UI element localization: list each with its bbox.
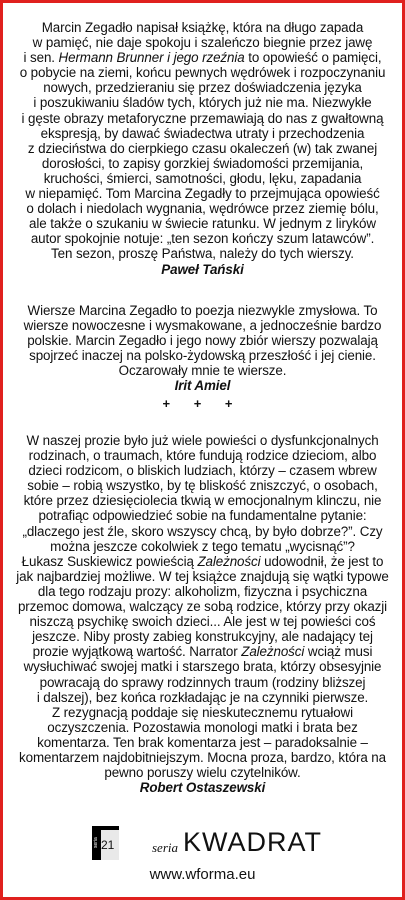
signature-ostaszewski: Robert Ostaszewski — [139, 780, 266, 796]
blurb-line: W naszej prozie było już wiele powieści o dysfunkcjonalnych — [26, 433, 379, 448]
blurb-line: „dlaczego jest źle, skoro wszyscy chcą, by było dobrze?”. Czy — [22, 523, 383, 539]
blurb-line: jeszcze. Niby prosty zabieg konstrukcyjny, ale nadający tej — [32, 629, 373, 645]
blurb-line: i poszukiwaniu śladów tych, których już nie ma. Niezwykłe — [33, 95, 372, 111]
blurb-line — [8, 554, 397, 569]
blurb-line: niszczą psychikę swoich dzieci... Ale jest w tej powieści coś — [29, 614, 376, 630]
blurb-line: dla tego rodzaju prozy: alkoholizm, fizyczna i psychiczna — [37, 583, 368, 599]
blurb-line: potrafiąc odpowiedzieć sobie na fundamentalne pytanie: — [38, 508, 367, 524]
blurb-line: dzieci rodzicom, o bliskich ludziach, którzy – czasem wbrew — [28, 463, 377, 479]
blurb-line: Marcin Zegadło napisał książkę, która na długo zapada — [41, 20, 364, 35]
blurb-line: pewno poruszy wielu czytelników. — [104, 765, 301, 781]
blurb-line: i dalszej), bez końca rozkładając je na czynniki pierwsze. — [36, 689, 369, 705]
blurb-line: jak najbardziej możliwe. W tej książce znajdują się wątki typowe — [16, 568, 389, 584]
blurb-line: dorosłości, to zapisy gorzkiej świadomości przemijania, — [41, 155, 364, 171]
blurb-line-part: i sen. — [23, 50, 59, 66]
publisher-website[interactable]: www.wforma.eu — [149, 866, 256, 883]
blurb-line: powracają do sprawy rodzinnych traum (rodziny bliższej — [39, 674, 366, 690]
blurb-line: z dzieciństwa do cierpkiego czasu okaleczeń (w) tak zwanej — [27, 140, 378, 156]
series-brand-name: KWADRAT — [183, 827, 322, 857]
blurb-line: komentarza. Ten brak komentarza jest – paradoksalnie – — [37, 734, 368, 750]
signature-amiel: Irit Amiel — [174, 378, 231, 394]
blurb-ostaszewski — [8, 433, 397, 795]
series-vertical-label: seria — [93, 837, 99, 849]
book-title: Hermann Brunner i jego rzeźnia — [58, 50, 245, 66]
blurb-line: wysłuchiwać swojej matki i starszego brata, którzy obsesyjnie — [23, 659, 382, 675]
series-number: 21 — [101, 830, 119, 860]
blurb-line: wiersze nowoczesne i wysmakowane, a jednocześnie bardzo — [23, 318, 382, 334]
blurb-line: spojrzeć inaczej na polsko-żydowską przeszłość i jej cienie. — [29, 348, 376, 364]
blurb-line-part: wciąż musi — [304, 644, 373, 660]
blurb-line-part: Łukasz Suskiewicz powieścią — [21, 553, 198, 569]
blurb-line: kruchości, śmierci, samotności, głodu, lęku, zapadania — [43, 170, 362, 186]
blurb-line: ale także o szukaniu w świecie ratunku. W jednym z liryków — [29, 216, 376, 232]
blurb-line — [8, 50, 397, 65]
series-label: seria — [152, 840, 178, 855]
blurb-line: przemoc domowa, walczący ze sobą rodzice, którzy przy okazji — [17, 599, 388, 615]
blurb-line-part: to opowieść o pamięci, — [244, 50, 382, 66]
blurb-line: o pobycie na ziemi, końcu pewnych wędrówek i rozpoczynaniu — [19, 65, 386, 81]
series-number-badge — [92, 826, 119, 860]
blurb-line — [8, 644, 397, 659]
blurb-line: rodzinach, o traumach, które fundują rodzice dzieciom, albo — [28, 448, 377, 464]
blurb-line: w pamięć, nie daje spokoju i szaleńczo biegnie przez jawę — [32, 35, 373, 51]
blurb-line: sobie – robią wszystko, by tę bliskość zniszczyć, o osobach, — [27, 478, 378, 494]
section-separator: + + + — [162, 396, 243, 411]
blurb-line: które przez dziesięciolecia tkwią w emocjonalnym klinczu, nie — [23, 493, 382, 509]
blurb-line: można jeszcze cokolwiek z tego tematu „wycisnąć”? — [50, 538, 355, 554]
book-title: Zależności — [197, 553, 261, 569]
blurb-tanski — [8, 20, 397, 277]
blurb-line-part: udowodnił, że jest to — [260, 553, 384, 569]
blurb-line: polskie. Marcin Zegadło i jego nowy zbiór wierszy pozwalają — [27, 333, 378, 349]
blurb-line: Oczarowały mnie te wiersze. — [118, 363, 287, 379]
blurb-line: ekspresją, by dawać świadectwa utraty i przechodzenia — [40, 125, 365, 141]
book-title: Zależności — [241, 644, 305, 660]
blurb-amiel — [8, 303, 397, 394]
blurb-line: i gęste obrazy metaforyczne przemawiają do nas z gwałtowną — [21, 110, 384, 126]
blurb-line: komentarzem najdobitniejszym. Mocna proza, bardzo, która na — [19, 749, 386, 765]
signature-tanski: Paweł Tański — [161, 261, 244, 277]
blurb-line-part: prozie wyjątkową wartość. Narrator — [32, 644, 242, 660]
blurb-line: Z rezygnacją poddaje się nieskutecznemu rytuałowi — [51, 704, 353, 720]
blurb-line: oczyszczenia. Pozostawia monologi matki i brata bez — [47, 719, 358, 735]
blurb-line: Ten sezon, proszę Państwa, należy do tych wierszy. — [51, 246, 354, 262]
series-logo — [0, 826, 405, 860]
blurb-line: nowych, przedzieraniu się przez doświadczenia języka — [43, 80, 362, 96]
blurb-line: autor spokojnie notuje: „ten sezon kończy szum latawców”. — [30, 231, 375, 247]
blurb-line: Wiersze Marcina Zegadło to poezja niezwykle zmysłowa. To — [27, 303, 378, 318]
blurb-line: w niepamięć. Tom Marcina Zegadły to przejmująca opowieść — [25, 186, 380, 202]
blurb-line: o dolach i niedolach wygnania, wędrówce przez ziemię bólu, — [26, 201, 379, 217]
